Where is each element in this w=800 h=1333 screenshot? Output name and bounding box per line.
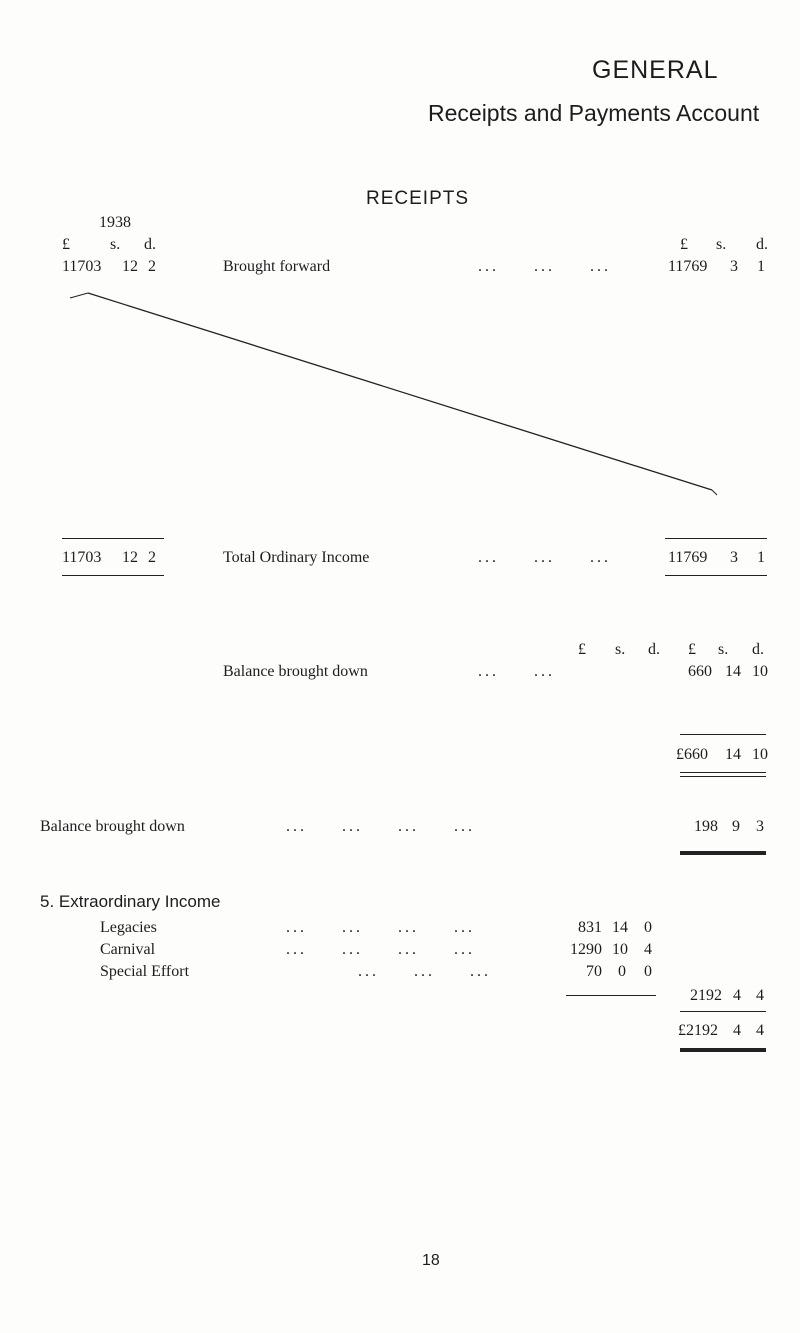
balance-leader-dots: ... ...	[478, 663, 555, 680]
bal-shilling-head: s.	[718, 641, 729, 658]
balance-down-pounds: 198	[694, 818, 718, 835]
balance-total-rule-bottom-2	[680, 776, 766, 777]
toi-shillings: 3	[730, 549, 738, 566]
bf-pence: 1	[757, 258, 765, 275]
bf-label: Brought forward	[223, 258, 331, 275]
special-effort-label: Special Effort	[100, 963, 190, 980]
extraordinary-total-pence: 4	[756, 1022, 764, 1039]
year-label: 1938	[99, 214, 131, 231]
carnival-shillings: 10	[612, 941, 628, 958]
extraordinary-total-pounds: £2192	[678, 1022, 718, 1039]
balance-pence: 10	[752, 663, 768, 680]
balance-down-pence: 3	[756, 818, 764, 835]
toi-prev-pence: 2	[148, 549, 156, 566]
balance-total-shillings: 14	[725, 746, 741, 763]
carnival-leader-dots: ... ... ... ...	[286, 941, 475, 958]
bal-pound-head: £	[688, 641, 696, 658]
extraordinary-subtotal-shillings: 4	[733, 987, 741, 1004]
page-subtitle: Receipts and Payments Account	[428, 100, 760, 126]
bf-pounds: 11769	[668, 258, 708, 275]
toi-leader-dots: ... ... ...	[478, 549, 611, 566]
total-prev-rule-top	[62, 538, 164, 539]
carnival-pounds: 1290	[570, 941, 602, 958]
extraordinary-total-shillings: 4	[733, 1022, 741, 1039]
total-rule-bottom	[665, 575, 767, 576]
prev-shilling-head: s.	[110, 236, 121, 253]
extraordinary-total-rule-bottom	[680, 1048, 766, 1052]
bf-prev-shillings: 12	[122, 258, 138, 275]
extraordinary-total-rule-top	[680, 1011, 766, 1012]
toi-pence: 1	[757, 549, 765, 566]
bf-prev-pence: 2	[148, 258, 156, 275]
page-title: GENERAL	[592, 56, 719, 84]
balance-down-shillings: 9	[732, 818, 740, 835]
mid-pound-head: £	[578, 641, 586, 658]
special-effort-leader-dots: ... ... ...	[358, 963, 491, 980]
toi-label: Total Ordinary Income	[223, 549, 370, 566]
balance-total-pounds: £660	[676, 746, 708, 763]
balance-down-label: Balance brought down	[40, 818, 185, 835]
bf-shillings: 3	[730, 258, 738, 275]
balance-pounds: 660	[688, 663, 712, 680]
legacies-label: Legacies	[100, 919, 157, 936]
bf-leader-dots: ... ... ...	[478, 258, 611, 275]
subtotal-dash-rule	[566, 995, 656, 996]
special-effort-shillings: 0	[618, 963, 626, 980]
toi-prev-pounds: 11703	[62, 549, 102, 566]
balance-total-rule-bottom-1	[680, 772, 766, 773]
total-rule-top	[665, 538, 767, 539]
total-prev-rule-bottom	[62, 575, 164, 576]
extraordinary-subtotal-pounds: 2192	[690, 987, 722, 1004]
special-effort-pounds: 70	[586, 963, 602, 980]
carnival-pence: 4	[644, 941, 652, 958]
legacies-pence: 0	[644, 919, 652, 936]
mid-pence-head: d.	[648, 641, 660, 658]
mid-shilling-head: s.	[615, 641, 626, 658]
special-effort-pence: 0	[644, 963, 652, 980]
balance-label: Balance brought down	[223, 663, 368, 680]
balance-down-leader-dots: ... ... ... ...	[286, 818, 475, 835]
balance-total-pence: 10	[752, 746, 768, 763]
bal-pence-head: d.	[752, 641, 764, 658]
balance-total-rule-top	[680, 734, 766, 735]
bf-prev-pounds: 11703	[62, 258, 102, 275]
legacies-shillings: 14	[612, 919, 628, 936]
pence-head: d.	[756, 236, 768, 253]
balance-down-rule	[680, 851, 766, 855]
balance-shillings: 14	[725, 663, 741, 680]
section-heading: RECEIPTS	[366, 188, 470, 209]
prev-pence-head: d.	[144, 236, 156, 253]
extraordinary-subtotal-pence: 4	[756, 987, 764, 1004]
legacies-leader-dots: ... ... ... ...	[286, 919, 475, 936]
page-number: 18	[422, 1252, 440, 1269]
toi-pounds: 11769	[668, 549, 708, 566]
prev-pound-head: £	[62, 236, 70, 253]
legacies-pounds: 831	[578, 919, 602, 936]
pound-head: £	[680, 236, 688, 253]
extraordinary-heading: 5. Extraordinary Income	[40, 892, 221, 911]
toi-prev-shillings: 12	[122, 549, 138, 566]
carnival-label: Carnival	[100, 941, 156, 958]
shilling-head: s.	[716, 236, 727, 253]
